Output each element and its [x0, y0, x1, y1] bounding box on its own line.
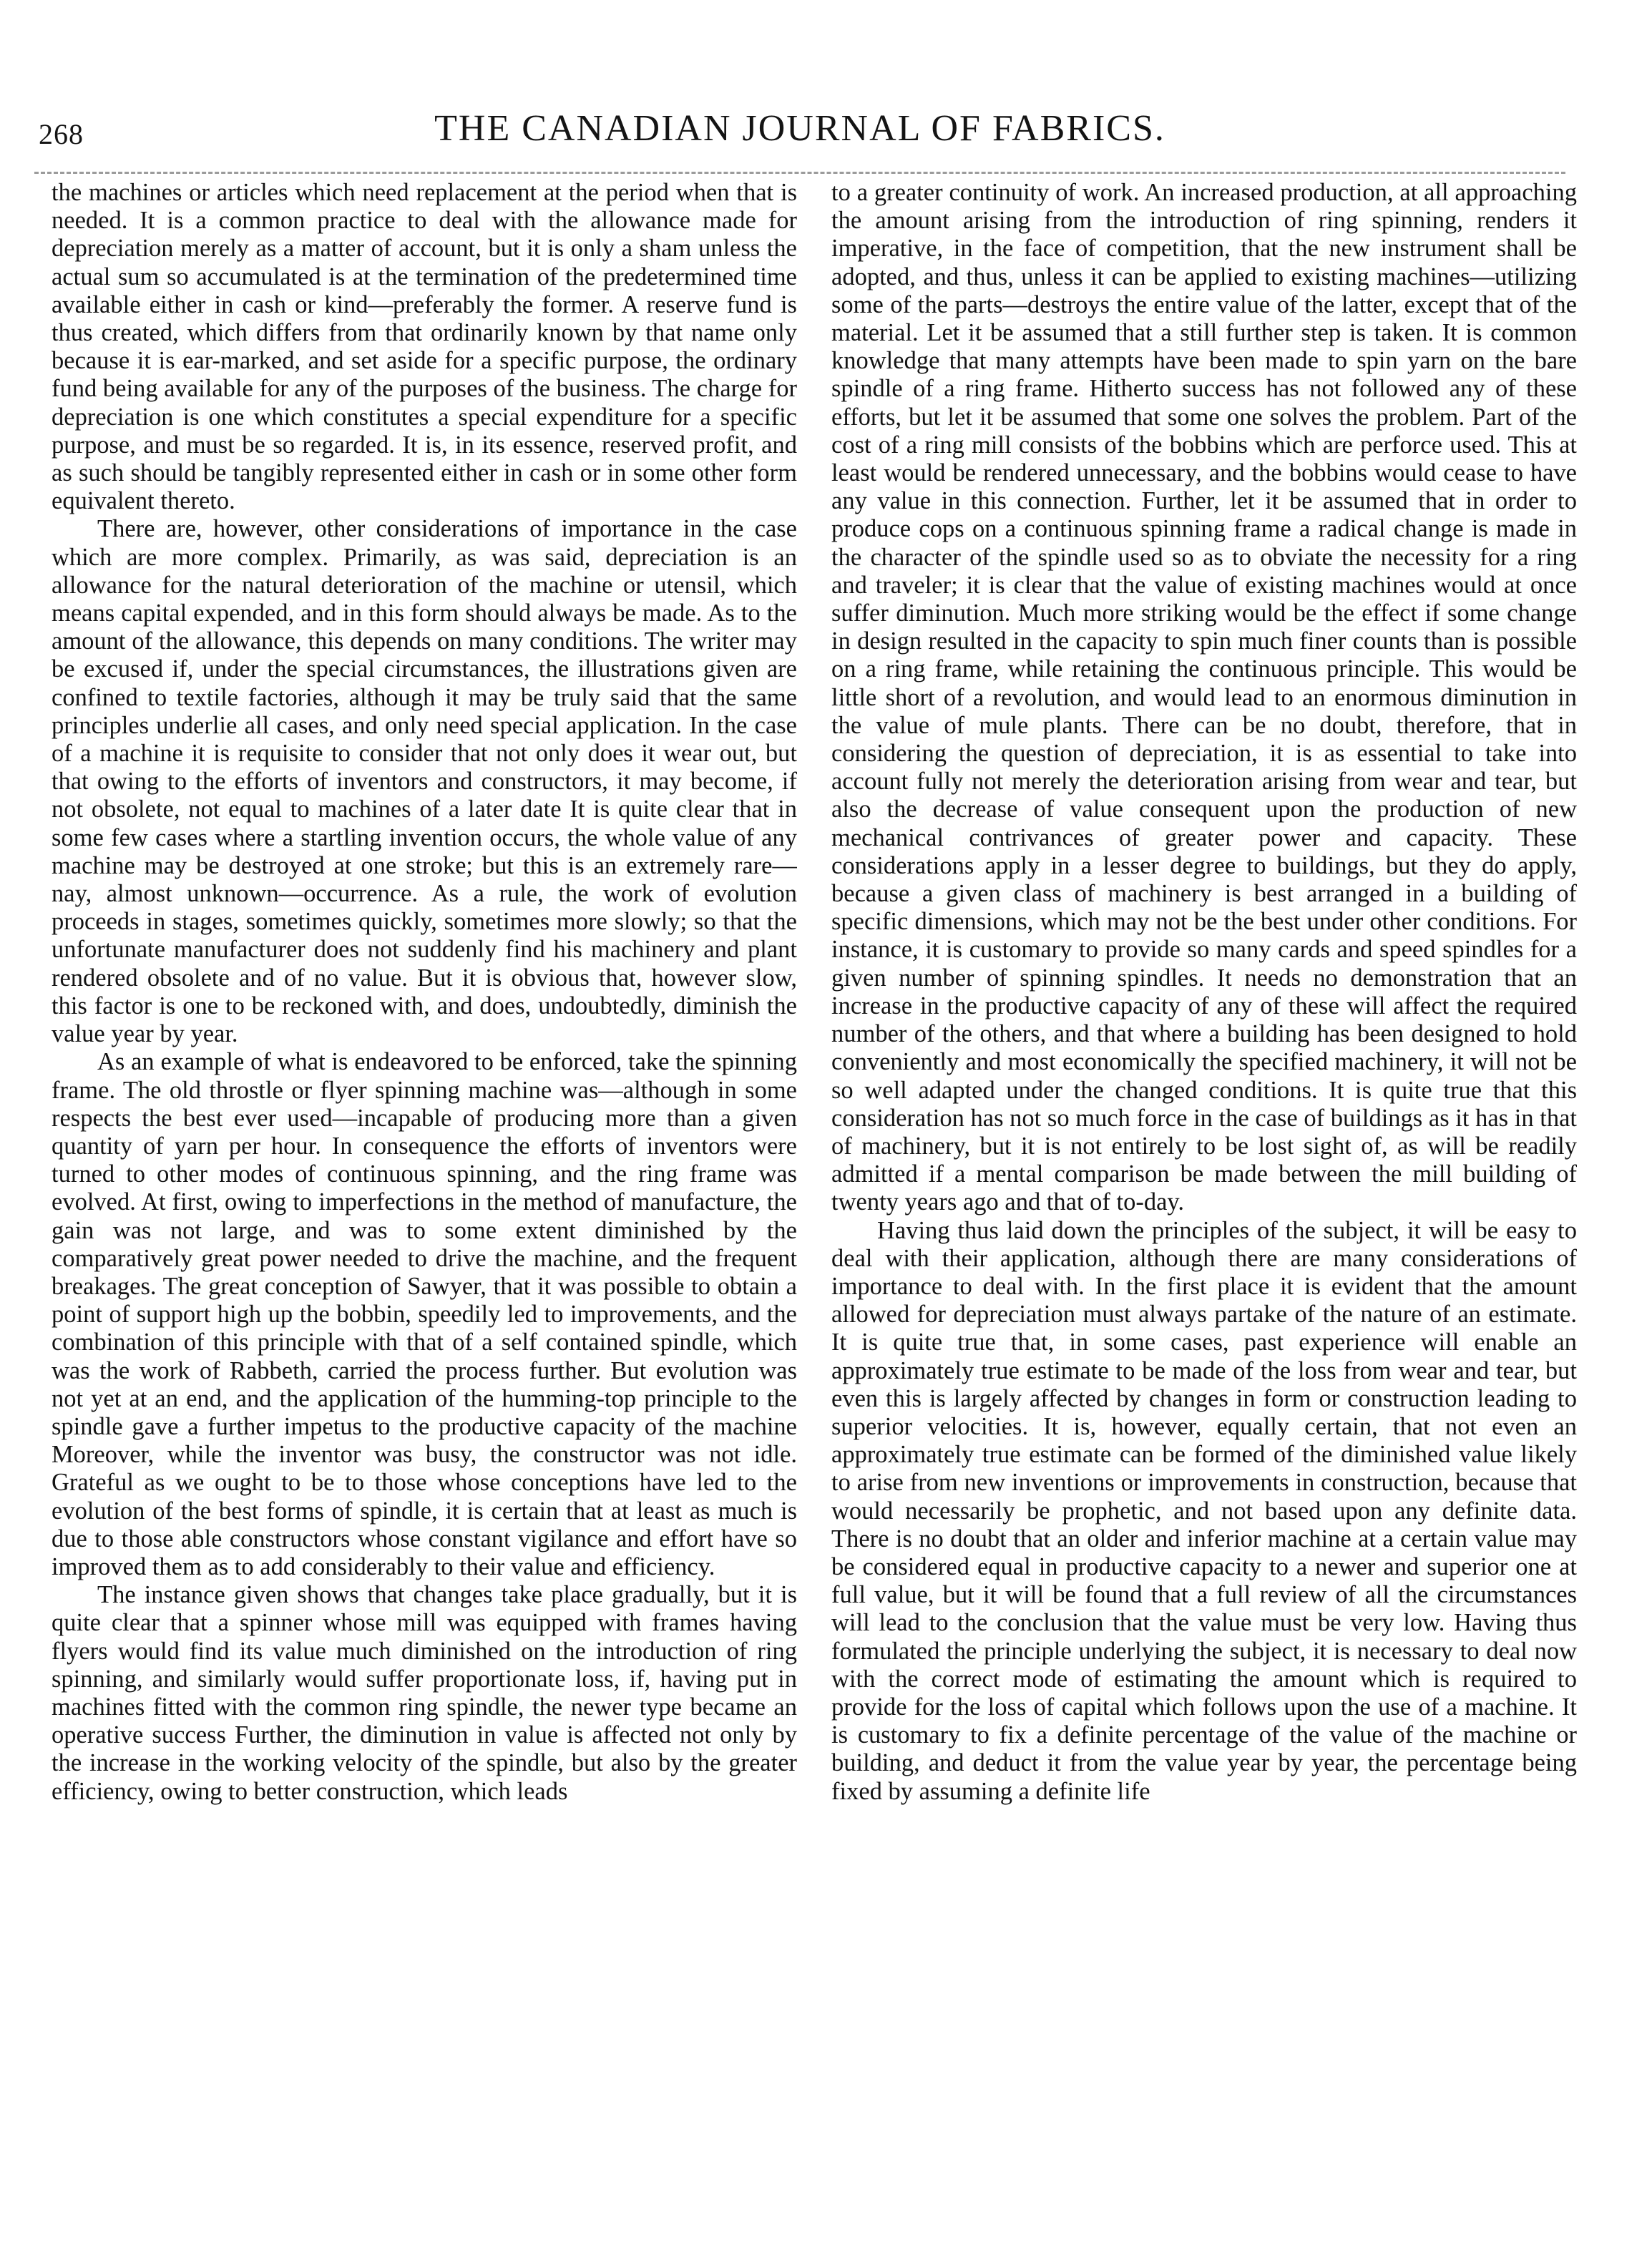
paragraph: to a greater continuity of work. An increased production, at all approaching the amount arising from the introduction of ring spinning, renders it imperative, in the face of competition, that the new instrument shall be adopted, and thus, unless it can be applied to existing machines—utilizing some of the parts—destroys the entire value of the latter, except that of the material. Let it be assumed that a still further step is taken. It is common knowledge that many attempts have been made to spin yarn on the bare spindle of a ring frame. Hitherto success has not followed any of these efforts, but let it be assumed that some one solves the problem. Part of the cost of a ring mill consists of the bobbins which are perforce used. This at least would be rendered unnecessary, and the bobbins would cease to have any value in this connection. Further, let it be assumed that in order to produce cops on a continuous spinning frame a radical change is made in the character of the spindle used so as to obviate the necessity for a ring and traveler; it is clear that the value of existing machines would at once suffer diminution. Much more striking would be the effect if some change in design resulted in the capacity to spin much finer counts than is possible on a ring frame, while retaining the continuous principle. This would be little short of a revolution, and would lead to an enormous diminution in the value of mule plants. There can be no doubt, therefore, that in considering the question of depreciation, it is as essential to take into account fully not merely the deterioration arising from wear and tear, but also the decrease of value consequent upon the production of new mechanical contrivances of greater power and capacity. These considerations apply in a lesser degree to buildings, but they do apply, because a given class of machinery is best arranged in a building of specific dimensions, which may not be the best under other conditions. For instance, it is customary to provide so many cards and speed spindles for a given number of spinning spindles. It needs no demonstration that an increase in the productive capacity of any of these will affect the required number of the others, and that where a building has been designed to hold conveniently and most economically the specified machinery, it will not be so well adapted under the changed conditions. It is quite true that this consideration has not so much force in the case of buildings as it has in that of machinery, but it is not entirely to be lost sight of, as will be readily admitted if a mental comparison be made between the mill building of twenty years ago and that of to-day. — [831, 179, 1577, 1216]
right-column — [831, 179, 1577, 2232]
left-column — [52, 179, 797, 2232]
page-number: 268 — [39, 118, 84, 150]
paragraph: As an example of what is endeavored to be enforced, take the spinning frame. The old throstle or flyer spinning machine was—although in some respects the best ever used—incapable of producing more than a given quantity of yarn per hour. In consequence the efforts of inventors were turned to other modes of continuous spinning, and the ring frame was evolved. At first, owing to imperfections in the method of manufacture, the gain was not large, and was to some extent diminished by the comparatively great power needed to drive the machine, and the frequent breakages. The great conception of Sawyer, that it was possible to obtain a point of support high up the bobbin, speedily led to improvements, and the combination of this principle with that of a self contained spindle, which was the work of Rabbeth, carried the process further. But evolution was not yet at an end, and the application of the humming-top principle to the spindle gave a further impetus to the productive capacity of the machine Moreover, while the inventor was busy, the constructor was not idle. Grateful as we ought to be to those whose conceptions have led to the evolution of the best forms of spindle, it is certain that at least as much is due to those able constructors whose constant vigilance and effort have so improved them as to add considerably to their value and efficiency. — [52, 1048, 797, 1580]
header-rule — [34, 172, 1565, 174]
paragraph: The instance given shows that changes take place gradually, but it is quite clear that a spinner whose mill was equipped with frames having flyers would find its value much diminished on the introduction of ring spinning, and similarly would suffer proportionate loss, if, having put in machines fitted with the common ring spindle, the newer type became an operative success Further, the diminution in value is affected not only by the increase in the working velocity of the spindle, but also by the greater efficiency, owing to better construction, which leads — [52, 1581, 797, 1805]
paragraph: Having thus laid down the principles of the subject, it will be easy to deal with their application, although there are many considerations of importance to deal with. In the first place it is evident that the amount allowed for depreciation must always partake of the nature of an estimate. It is quite true that, in some cases, past experience will enable an approximately true estimate to be made of the loss from wear and tear, but even this is largely affected by changes in form or construction leading to superior velocities. It is, however, equally certain, that not even an approximately true estimate can be formed of the diminished value likely to arise from new inventions or improvements in construction, because that would necessarily be prophetic, and not based upon any definite data. There is no doubt that an older and inferior machine at a certain value may be considered equal in productive capacity to a newer and superior one at full value, but it will be found that a full review of all the circumstances will lead to the conclusion that the value must be very low. Having thus formulated the principle underlying the subject, it is necessary to deal now with the correct mode of estimating the amount which is required to provide for the loss of capital which follows upon the use of a machine. It is customary to fix a definite percentage of the value of the machine or building, and deduct it from the value year by year, the percentage being fixed by assuming a definite life — [831, 1216, 1577, 1805]
paragraph: There are, however, other considerations of importance in the case which are more complex. Primarily, as was said, depreciation is an allowance for the natural deterioration of the machine or utensil, which means capital expended, and in this form should always be made. As to the amount of the allowance, this depends on many conditions. The writer may be excused if, under the special circumstances, the illustrations given are confined to textile factories, although it may be truly said that the same principles underlie all cases, and only need special application. In the case of a machine it is requisite to consider that not only does it wear out, but that owing to the efforts of inventors and constructors, it may become, if not obsolete, not equal to machines of a later date It is quite clear that in some few cases where a startling invention occurs, the whole value of any machine may be destroyed at one stroke; but this is an extremely rare—nay, almost unknown—occurrence. As a rule, the work of evolution proceeds in stages, sometimes quickly, sometimes more slowly; so that the unfortunate manufacturer does not suddenly find his machinery and plant rendered obsolete and of no value. But it is obvious that, however slow, this factor is one to be reckoned with, and does, undoubtedly, diminish the value year by year. — [52, 515, 797, 1048]
paragraph: the machines or articles which need replacement at the period when that is needed. It is a common practice to deal with the allowance made for depreciation merely as a matter of account, but it is only a sham unless the actual sum so accumulated is at the termination of the predetermined time available either in cash or kind—preferably the former. A reserve fund is thus created, which differs from that ordinarily known by that name only because it is ear-marked, and set aside for a specific purpose, the ordinary fund being available for any of the purposes of the business. The charge for depreciation is one which constitutes a special expenditure for a specific purpose, and must be so regarded. It is, in its essence, reserved profit, and as such should be tangibly represented either in cash or in some other form equivalent thereto. — [52, 179, 797, 515]
journal-title: THE CANADIAN JOURNAL OF FABRICS. — [434, 108, 1165, 149]
page-header — [34, 107, 1565, 157]
